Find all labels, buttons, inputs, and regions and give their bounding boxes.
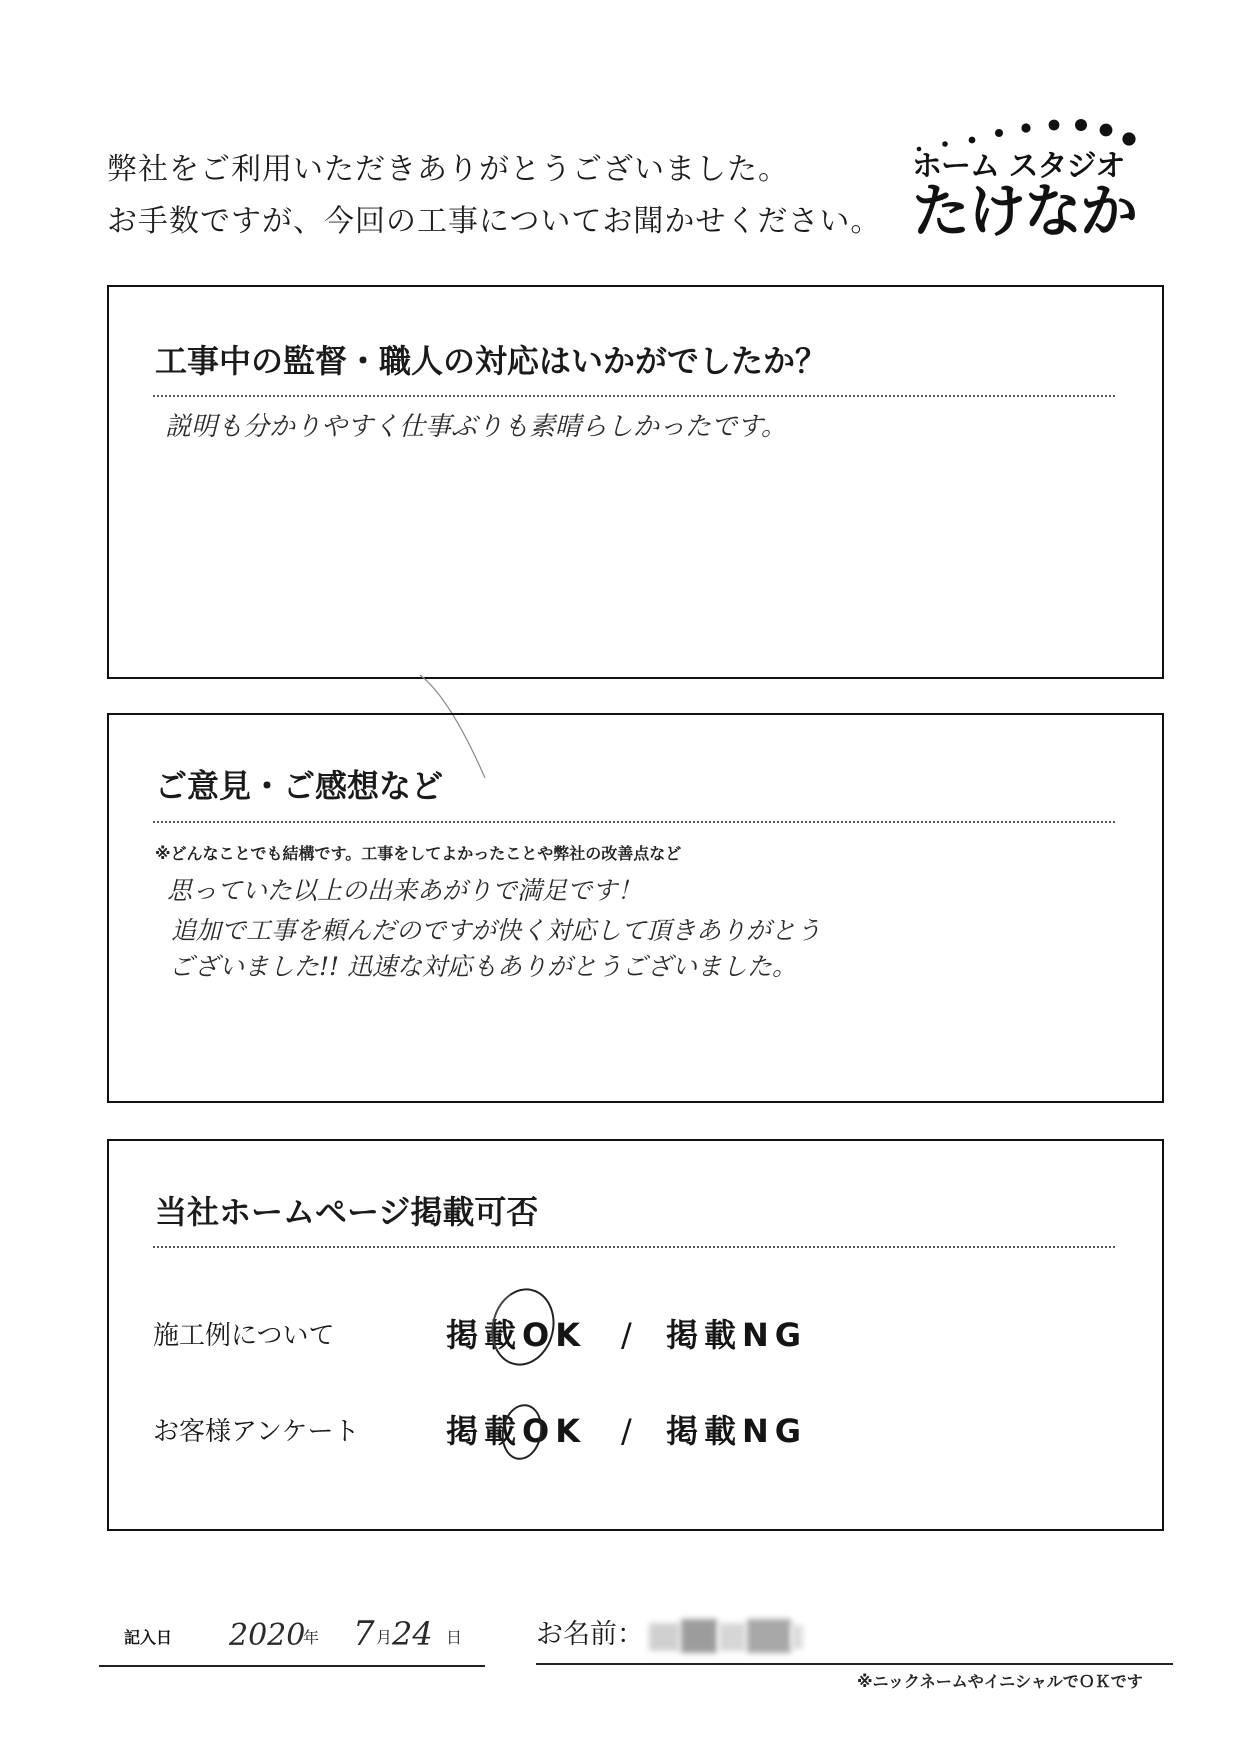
comments-answer [167,871,821,987]
publish-row-label: お客様アンケート [153,1417,360,1447]
handdrawn-selection-circle [483,1282,562,1373]
comments-title: ご意見・ご感想など [155,767,444,805]
logo-dot [1021,123,1030,132]
date-day-value: 24 [392,1615,433,1653]
blur-block [719,1623,745,1651]
comments-answer-line: 思っていた以上の出来あがりで満足です！ [167,876,643,905]
date-month-unit: 月 [376,1628,393,1647]
date-label: 記入日 [124,1628,173,1647]
comments-answer-line: 追加で工事を頼んだのですが快く対応して頂きありがとう [171,916,822,945]
publish-ng-option: 掲載NG [666,1412,808,1450]
dotted-rule [153,821,1115,823]
redacted-name [643,1613,807,1657]
logo-dot [1100,124,1113,137]
name-underline [536,1663,1173,1665]
date-day-unit: 日 [446,1628,463,1647]
company-logo [912,118,1152,243]
publish-row-label: 施工例について [153,1321,335,1351]
logo-dot [1049,120,1060,131]
publish-consent-title: 当社ホームページ掲載可否 [155,1193,539,1231]
date-year-unit: 年 [303,1628,320,1647]
blur-block [649,1623,679,1651]
publish-ok-option [446,1315,586,1355]
publish-ng-option: 掲載NG [666,1316,808,1354]
option-separator: / [621,1316,638,1354]
publish-ok-label: 掲載OK [446,1316,587,1354]
supervisor-feedback-answer: 説明も分かりやすく仕事ぶりも素晴らしかったです。 [165,412,787,442]
supervisor-feedback-question: 工事中の監督・職人の対応はいかがでしたか？ [155,342,828,380]
option-separator: / [621,1412,638,1450]
publish-ok-label: 掲載OK [446,1412,587,1450]
logo-dot [1075,119,1087,131]
dotted-rule [153,1246,1115,1248]
name-label: お名前： [536,1619,644,1650]
blur-block [747,1619,791,1653]
publish-ok-option [446,1411,586,1451]
logo-dot [969,137,976,144]
logo-dot [942,141,948,147]
handdrawn-selection-circle [497,1401,546,1463]
date-underline [99,1665,485,1667]
logo-dot [995,129,1003,137]
name-note: ※ニックネームやイニシャルでＯＫです [857,1672,1143,1691]
publish-row-customer-survey [109,1411,1162,1451]
publish-consent-box [107,1139,1164,1531]
blur-block [791,1625,803,1649]
dotted-rule [153,395,1115,397]
date-month-value: 7 [353,1614,375,1654]
intro-line-1: 弊社をご利用いただきありがとうございました。 [107,152,789,187]
comments-note: ※どんなことでも結構です。工事をしてよかったことや弊社の改善点など [155,844,682,863]
comments-answer-line: ございました!! 迅速な対応もありがとうございました。 [169,952,798,981]
logo-subtitle: ホーム スタジオ [912,149,1125,184]
blur-block [681,1619,717,1653]
publish-row-construction-examples [109,1315,1162,1355]
logo-wordmark: たけなか [912,177,1137,245]
supervisor-feedback-box [107,285,1164,679]
comments-box [107,713,1164,1103]
intro-line-2: お手数ですが、今回の工事についてお聞かせください。 [107,204,882,239]
date-year-value: 2020 [229,1618,306,1653]
logo-dot [1122,132,1135,145]
